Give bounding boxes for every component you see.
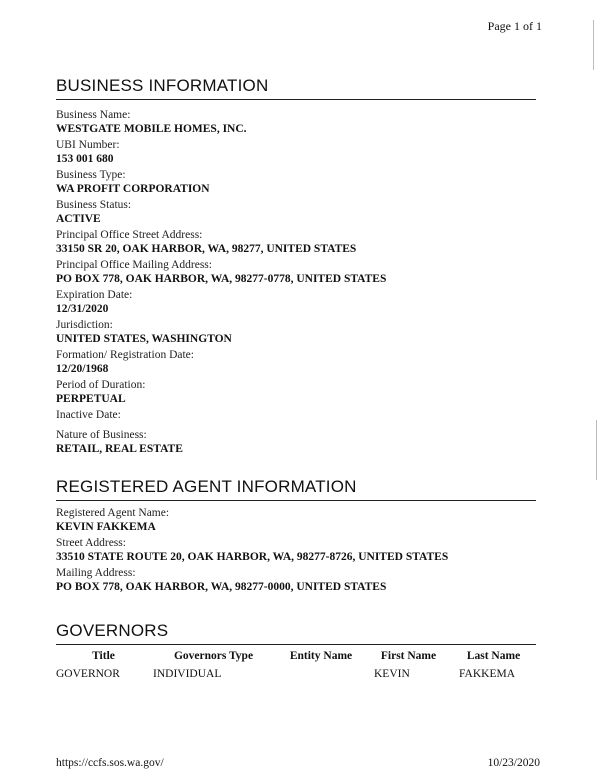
field-label: Jurisdiction: [56,319,113,331]
field-value: 33510 STATE ROUTE 20, OAK HARBOR, WA, 98277-8726, UNITED STATES [56,551,449,563]
column-header-last-name: Last Name [466,650,521,662]
field-label: Business Name: [56,109,131,121]
column-header-first-name: First Name [380,650,437,662]
cell-title: GOVERNOR [56,668,120,680]
governors-section-title: GOVERNORS [56,621,536,645]
cell-entity-name [276,668,366,680]
field-value: 153 001 680 [56,153,114,165]
column-header-entity-name: Entity Name [289,650,353,662]
field-label: Expiration Date: [56,289,133,301]
field-label: Principal Office Mailing Address: [56,259,212,271]
field-value [56,422,546,426]
field-agent-mailing-address [56,567,546,594]
field-value: ACTIVE [56,213,101,225]
field-principal-street-address [56,229,546,256]
field-value: RETAIL, REAL ESTATE [56,443,183,455]
governors-table [56,650,536,680]
scan-margin-mark [596,420,597,480]
field-value: WESTGATE MOBILE HOMES, INC. [56,123,247,135]
field-formation-date [56,349,546,376]
field-label: Inactive Date: [56,409,121,421]
column-header-governors-type: Governors Type [173,650,254,662]
field-principal-mailing-address [56,259,546,286]
field-label: Mailing Address: [56,567,136,579]
table-header-row [56,650,536,668]
field-expiration-date [56,289,546,316]
field-label: Period of Duration: [56,379,146,391]
footer-date: 10/23/2020 [487,757,540,769]
field-value: PERPETUAL [56,393,126,405]
field-value: UNITED STATES, WASHINGTON [56,333,232,345]
column-header-title: Title [92,650,115,662]
field-value: 12/20/1968 [56,363,109,375]
field-label: Street Address: [56,537,126,549]
cell-governors-type: INDIVIDUAL [153,668,222,680]
field-value: 33150 SR 20, OAK HARBOR, WA, 98277, UNITED STATES [56,243,357,255]
field-label: Business Status: [56,199,132,211]
page-indicator: Page 1 of 1 [487,19,542,33]
table-row [56,668,536,680]
field-value: WA PROFIT CORPORATION [56,183,210,195]
field-value: 12/31/2020 [56,303,109,315]
field-label: Formation/ Registration Date: [56,349,194,361]
scan-margin-mark [593,20,594,70]
agent-section-title: REGISTERED AGENT INFORMATION [56,477,536,501]
footer-url: https://ccfs.sos.wa.gov/ [56,757,164,769]
field-label: Nature of Business: [56,429,147,441]
field-business-type [56,169,546,196]
cell-last-name: FAKKEMA [459,668,516,680]
field-nature-of-business [56,429,546,456]
field-agent-name [56,507,546,534]
field-value: PO BOX 778, OAK HARBOR, WA, 98277-0778, UNITED STATES [56,273,387,285]
field-label: Registered Agent Name: [56,507,170,519]
field-business-status [56,199,546,226]
field-ubi-number [56,139,546,166]
business-section-title: BUSINESS INFORMATION [56,76,536,100]
field-value: PO BOX 778, OAK HARBOR, WA, 98277-0000, UNITED STATES [56,581,387,593]
field-period-of-duration [56,379,546,406]
field-value: KEVIN FAKKEMA [56,521,156,533]
business-fields [56,109,546,459]
field-business-name [56,109,546,136]
cell-first-name: KEVIN [374,668,410,680]
field-label: Principal Office Street Address: [56,229,203,241]
field-jurisdiction [56,319,546,346]
field-inactive-date [56,409,546,426]
field-label: UBI Number: [56,139,120,151]
field-label: Business Type: [56,169,126,181]
field-agent-street-address [56,537,546,564]
agent-fields [56,507,546,597]
